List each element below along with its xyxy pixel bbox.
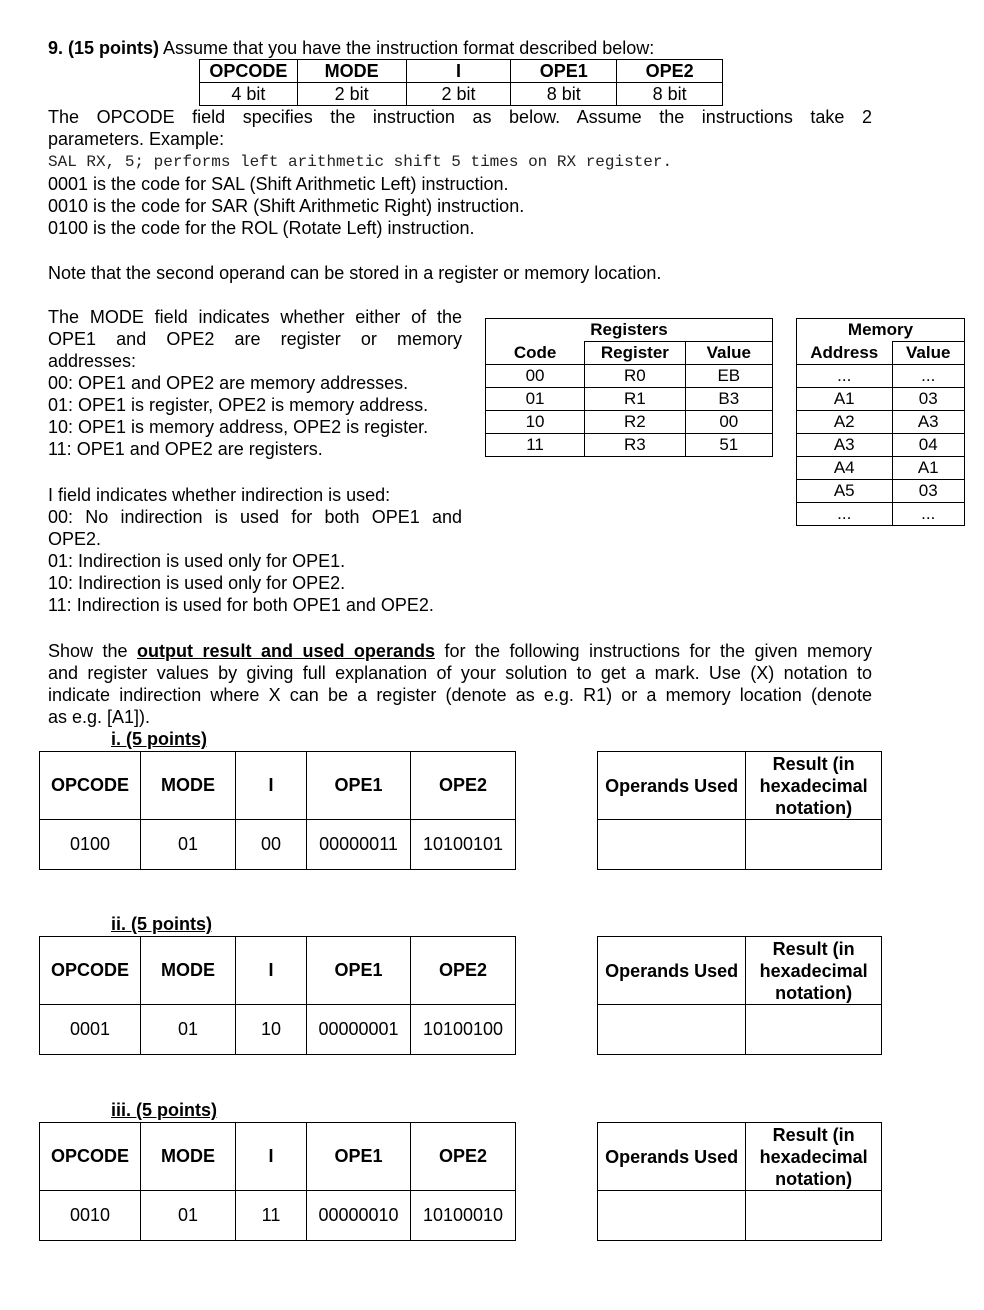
i-line2: 00: No indirection is used for both OPE1 and xyxy=(48,507,462,527)
opcode-rol: 0100 is the code for the ROL (Rotate Left) instruction. xyxy=(48,218,475,238)
note-text: Note that the second operand can be stored in a register or memory location. xyxy=(48,263,662,283)
memory-address: A1 xyxy=(797,388,893,411)
instr-header-mode: MODE xyxy=(141,752,236,820)
register-value: B3 xyxy=(685,388,772,411)
format-size-ope1: 8 bit xyxy=(511,83,617,106)
memory-row xyxy=(797,388,965,411)
register-row xyxy=(486,411,773,434)
register-row xyxy=(486,434,773,457)
memory-value: 03 xyxy=(892,480,965,503)
i-field-description xyxy=(48,484,462,616)
register-code: 11 xyxy=(486,434,585,457)
memory-row xyxy=(797,503,965,526)
show-emphasis: output result and used operands xyxy=(137,641,435,661)
mode-line3: addresses: xyxy=(48,351,137,371)
show-line3: indicate indirection where X can be a register (denote as e.g. R1) or a memory location (denote xyxy=(48,685,872,705)
part-i-answer-table xyxy=(597,751,882,870)
instr-header-opcode: OPCODE xyxy=(40,937,141,1005)
answer-header-operands: Operands Used xyxy=(598,937,746,1005)
memory-address: A5 xyxy=(797,480,893,503)
register-name: R1 xyxy=(585,388,686,411)
format-header-mode: MODE xyxy=(297,60,406,83)
instr-ope2: 10100101 xyxy=(411,820,516,870)
opcode-sal: 0001 is the code for SAL (Shift Arithmetic Left) instruction. xyxy=(48,174,509,194)
instr-header-opcode: OPCODE xyxy=(40,752,141,820)
mode-line2: OPE1 and OPE2 are register or memory xyxy=(48,329,462,349)
answer-operands-input[interactable] xyxy=(598,1191,746,1241)
mode-10: 10: OPE1 is memory address, OPE2 is register. xyxy=(48,417,429,437)
instr-header-ope1: OPE1 xyxy=(307,937,411,1005)
part-ii-label-text: ii. (5 points) xyxy=(111,914,212,934)
instr-i: 00 xyxy=(236,820,307,870)
answer-operands-input[interactable] xyxy=(598,1005,746,1055)
memory-row xyxy=(797,457,965,480)
part-i-instruction-table xyxy=(39,751,516,870)
register-name: R3 xyxy=(585,434,686,457)
memory-address: ... xyxy=(797,365,893,388)
mode-11: 11: OPE1 and OPE2 are registers. xyxy=(48,439,323,459)
instr-header-mode: MODE xyxy=(141,1123,236,1191)
instr-ope1: 00000001 xyxy=(307,1005,411,1055)
answer-header-result: Result (in hexadecimal notation) xyxy=(746,752,882,820)
memory-value: 03 xyxy=(892,388,965,411)
memory-row xyxy=(797,434,965,457)
part-iii-instruction-table xyxy=(39,1122,516,1241)
answer-operands-input[interactable] xyxy=(598,820,746,870)
part-ii-instruction-table xyxy=(39,936,516,1055)
i-line1: I field indicates whether indirection is used: xyxy=(48,485,391,505)
memory-table xyxy=(796,318,965,526)
instr-opcode: 0010 xyxy=(40,1191,141,1241)
memory-address: A2 xyxy=(797,411,893,434)
instr-i: 10 xyxy=(236,1005,307,1055)
registers-table xyxy=(485,318,773,457)
memory-row xyxy=(797,411,965,434)
part-ii-answer-table xyxy=(597,936,882,1055)
memory-address: A4 xyxy=(797,457,893,480)
register-row xyxy=(486,388,773,411)
format-size-i: 2 bit xyxy=(406,83,511,106)
mode-description xyxy=(48,306,462,460)
registers-header-value: Value xyxy=(685,342,772,365)
opcode-sar: 0010 is the code for SAR (Shift Arithmetic Right) instruction. xyxy=(48,196,525,216)
mode-line1: The MODE field indicates whether either of the xyxy=(48,307,462,327)
part-iii-label-text: iii. (5 points) xyxy=(111,1100,217,1120)
answer-header-operands: Operands Used xyxy=(598,752,746,820)
show-line4: as e.g. [A1]). xyxy=(48,707,151,727)
instr-ope2: 10100010 xyxy=(411,1191,516,1241)
registers-header-code: Code xyxy=(486,342,585,365)
instr-header-i: I xyxy=(236,1123,307,1191)
memory-value: A3 xyxy=(892,411,965,434)
answer-result-input[interactable] xyxy=(746,1191,882,1241)
memory-value: ... xyxy=(892,503,965,526)
memory-value: A1 xyxy=(892,457,965,480)
register-code: 10 xyxy=(486,411,585,434)
instr-header-ope1: OPE1 xyxy=(307,1123,411,1191)
answer-result-input[interactable] xyxy=(746,1005,882,1055)
answer-result-input[interactable] xyxy=(746,820,882,870)
i-line3: OPE2. xyxy=(48,529,102,549)
part-iii-answer-table xyxy=(597,1122,882,1241)
instr-ope2: 10100100 xyxy=(411,1005,516,1055)
answer-header-operands: Operands Used xyxy=(598,1123,746,1191)
format-size-mode: 2 bit xyxy=(297,83,406,106)
opcode-description-line2: parameters. Example: xyxy=(48,129,225,149)
instr-header-ope2: OPE2 xyxy=(411,1123,516,1191)
format-size-opcode: 4 bit xyxy=(200,83,298,106)
instr-opcode: 0100 xyxy=(40,820,141,870)
instr-header-ope2: OPE2 xyxy=(411,937,516,1005)
memory-header-address: Address xyxy=(797,342,893,365)
format-header-opcode: OPCODE xyxy=(200,60,298,83)
i-01: 01: Indirection is used only for OPE1. xyxy=(48,551,346,571)
instr-header-ope2: OPE2 xyxy=(411,752,516,820)
instr-header-i: I xyxy=(236,752,307,820)
part-i-label-text: i. (5 points) xyxy=(111,729,207,749)
answer-header-result: Result (in hexadecimal notation) xyxy=(746,1123,882,1191)
i-10: 10: Indirection is used only for OPE2. xyxy=(48,573,346,593)
registers-title: Registers xyxy=(486,319,773,342)
memory-title: Memory xyxy=(797,319,965,342)
memory-row xyxy=(797,365,965,388)
part-ii-label xyxy=(111,914,212,935)
memory-address: ... xyxy=(797,503,893,526)
memory-header-value: Value xyxy=(892,342,965,365)
mode-01: 01: OPE1 is register, OPE2 is memory address. xyxy=(48,395,429,415)
register-name: R2 xyxy=(585,411,686,434)
instr-ope1: 00000010 xyxy=(307,1191,411,1241)
register-code: 01 xyxy=(486,388,585,411)
instr-i: 11 xyxy=(236,1191,307,1241)
format-header-ope2: OPE2 xyxy=(617,60,723,83)
register-value: 51 xyxy=(685,434,772,457)
part-iii-label xyxy=(111,1100,217,1121)
register-name: R0 xyxy=(585,365,686,388)
memory-row xyxy=(797,480,965,503)
memory-address: A3 xyxy=(797,434,893,457)
show-before: Show the xyxy=(48,641,138,661)
register-value: EB xyxy=(685,365,772,388)
instr-mode: 01 xyxy=(141,1005,236,1055)
instr-mode: 01 xyxy=(141,1191,236,1241)
question-heading xyxy=(48,37,654,59)
question-number: 9. (15 points) xyxy=(48,38,160,58)
register-value: 00 xyxy=(685,411,772,434)
show-line1 xyxy=(48,640,872,662)
memory-value: 04 xyxy=(892,434,965,457)
register-row xyxy=(486,365,773,388)
show-line2: and register values by giving full explanation of your solution to get a mark. Use (X) notation to xyxy=(48,663,872,683)
registers-header-register: Register xyxy=(585,342,686,365)
instr-ope1: 00000011 xyxy=(307,820,411,870)
instr-opcode: 0001 xyxy=(40,1005,141,1055)
format-header-i: I xyxy=(406,60,511,83)
mode-00: 00: OPE1 and OPE2 are memory addresses. xyxy=(48,373,409,393)
memory-value: ... xyxy=(892,365,965,388)
show-after: for the following instructions for the given memory xyxy=(434,641,872,661)
instr-mode: 01 xyxy=(141,820,236,870)
instr-header-i: I xyxy=(236,937,307,1005)
answer-header-result: Result (in hexadecimal notation) xyxy=(746,937,882,1005)
instr-header-mode: MODE xyxy=(141,937,236,1005)
i-11: 11: Indirection is used for both OPE1 and OPE2. xyxy=(48,595,434,615)
instr-header-opcode: OPCODE xyxy=(40,1123,141,1191)
question-intro: Assume that you have the instruction format described below: xyxy=(163,38,655,58)
format-size-ope2: 8 bit xyxy=(617,83,723,106)
format-header-ope1: OPE1 xyxy=(511,60,617,83)
register-code: 00 xyxy=(486,365,585,388)
instr-header-ope1: OPE1 xyxy=(307,752,411,820)
instruction-format-table xyxy=(199,59,723,106)
example-code: SAL RX, 5; performs left arithmetic shift 5 times on RX register. xyxy=(48,153,673,171)
opcode-description-line1: The OPCODE field specifies the instruction as below. Assume the instructions take 2 xyxy=(48,107,872,127)
part-i-label xyxy=(111,729,207,750)
